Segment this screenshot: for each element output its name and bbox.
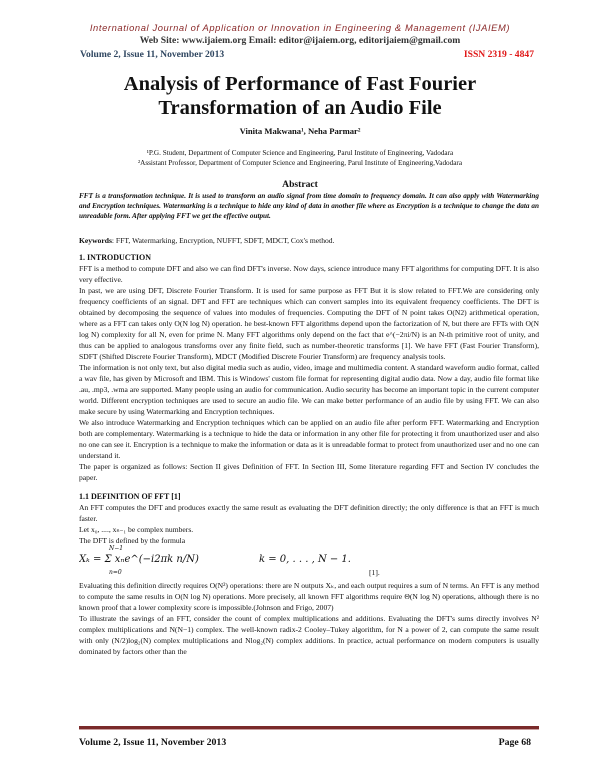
definition-paragraph: Let x₀, ...., xₙ₋₁ be complex numbers. — [79, 525, 194, 534]
formula-upper-limit: N−1 — [109, 545, 124, 552]
intro-heading: 1. INTRODUCTION — [79, 253, 152, 262]
intro-paragraph: In past, we are using DFT, Discrete Fourier Transform. It is used for same purpose as FFT But it is slow related to FFT.We are considering only frequency coefficients of an signal. DFT and FFT are techniques which can convert samples into its equivalent frequency coefficients. The DFT is obtained by decomposing the sequence of values into modules of frequencies. Computing the DFT of N point takes O(N2) arithmetical operation, where as a FFT can takes only O(N log N) operation. he best-known FFT algorithms depend upon the factorization of N, but there are FFTs with O(N log N) complexity for all N, even for prime N. Many FFT algorithms only depend on the fact that e^(−2πi/N) is an N-th primitive root of unity, and thus can be applied to analogous transforms over any finite field, such as number-theoretic transforms [1]. We have FFT (Fast Fourier Transform), SDFT (Shifted Discrete Fourier Transform), MDCT (Modified Discrete Fourier Transform) are frequency analysis tools. — [79, 286, 539, 361]
header-volume: Volume 2, Issue 11, November 2013 — [80, 49, 225, 60]
body-text — [79, 252, 539, 657]
journal-name: International Journal of Application or Innovation in Engineering & Management (IJAIEM) — [89, 22, 511, 33]
formula-lhs: Xₖ = Σ xₙe^(−i2πk n/N) — [79, 554, 199, 565]
title-line-2: Transformation of an Audio File — [158, 97, 442, 119]
dft-formula — [79, 546, 539, 580]
formula-reference: [1]. — [369, 568, 380, 577]
abstract-text: FFT is a transformation technique. It is used to transform an audio signal from time domain to frequency domain. It can also apply with Watermarking and Encryption techniques. Watermarking is a technique to hide any kind of data in another file where as Encryption is a technique to change the data an unreadable form. After applying FFT we get the effective output. — [79, 192, 539, 220]
footer-rule — [79, 726, 539, 730]
abstract-heading: Abstract — [282, 179, 318, 190]
keywords-label: Keywords — [79, 236, 112, 245]
definition-heading: 1.1 DEFINITION OF FFT [1] — [79, 492, 181, 501]
affiliation-2: ²Assistant Professor, Department of Computer Science and Engineering, Parul Institute of Engineering,Vadodara — [137, 159, 463, 167]
affiliation-1: ¹P.G. Student, Department of Computer Science and Engineering, Parul Institute of Engineering, Vadodara — [146, 149, 454, 157]
journal-contact: Web Site: www.ijaiem.org Email: editor@ijaiem.org, editorijaiem@gmail.com — [139, 35, 461, 46]
definition-paragraph: An FFT computes the DFT and produces exactly the same result as evaluating the DFT definition directly; the only difference is that an FFT is much faster. — [79, 503, 539, 523]
formula-lower-limit: n=0 — [109, 569, 122, 576]
keywords-list: : FFT, Watermarking, Encryption, NUFFT, SDFT, MDCT, Cox's method. — [111, 236, 335, 245]
paper-title — [0, 72, 600, 120]
footer-volume: Volume 2, Issue 11, November 2013 — [79, 737, 227, 748]
body-paragraph: To illustrate the savings of an FFT, consider the count of complex multiplications and additions. Evaluating the DFT's sums directly involves N² complex multiplications and N(N−1) complex. The well-known radix-2 Cooley–Tukey algorithm, for N a power of 2, can compute the same result with only (N/2)log₂(N) complex multiplications and Nlog₂(N) complex additions. In practice, actual performance on modern computers is usually dominated by factors other than the — [79, 614, 539, 656]
intro-paragraph: The information is not only text, but also digital media such as audio, video, image and multimedia content. A standard waveform audio format, called a wav file, has given by Microsoft and IBM. This is Windows' custom file format for representing digital audio data. Now a day, audio file format like .au, .mp3, .wma are supported. Many people using an audio for communication. Audio security has become an important topic in the current computer world. Different encryption techniques are used to secure an audio file. We can make better performance of an audio file by using FFT. We can also make secure by using Watermarking and Encryption techniques. — [79, 363, 539, 416]
intro-paragraph: We also introduce Watermarking and Encryption techniques which can be applied on an audio file after perform FFT. Watermarking and Encryption both are complementary. Watermarking is a technique to hide the data or information in any other file for protecting it from unauthorized user and also no one can see it. Encryption is a technique to make the information or data as it is unreadable format to protect from unauthorized user and no one can understand it. — [79, 418, 539, 460]
intro-paragraph: FFT is a method to compute DFT and also we can find DFT's inverse. Now days, science introduce many FFT algorithms for computing DFT. It is also very effective. — [79, 264, 539, 284]
keywords — [79, 235, 539, 246]
header-issn: ISSN 2319 - 4847 — [463, 49, 534, 60]
title-line-1: Analysis of Performance of Fast Fourier — [123, 73, 477, 95]
formula-range: k = 0, . . . , N − 1. — [259, 554, 351, 565]
authors: Vinita Makwana¹, Neha Parmar² — [239, 126, 361, 136]
definition-paragraph: The DFT is defined by the formula — [79, 536, 186, 545]
body-paragraph: Evaluating this definition directly requires O(N²) operations: there are N outputs Xₖ, and each output requires a sum of N terms. An FFT is any method to compute the same results in O(N log N) operations. More precisely, all known FFT algorithms require Θ(N log N) operations, although there is no known proof that a lower complexity score is impossible.(Johnson and Frigo, 2007) — [79, 581, 539, 612]
page-number: Page 68 — [498, 737, 531, 748]
intro-paragraph: The paper is organized as follows: Section II gives Definition of FFT. In Section III, Some literature regarding FFT and Section IV concludes the paper. — [79, 462, 539, 482]
